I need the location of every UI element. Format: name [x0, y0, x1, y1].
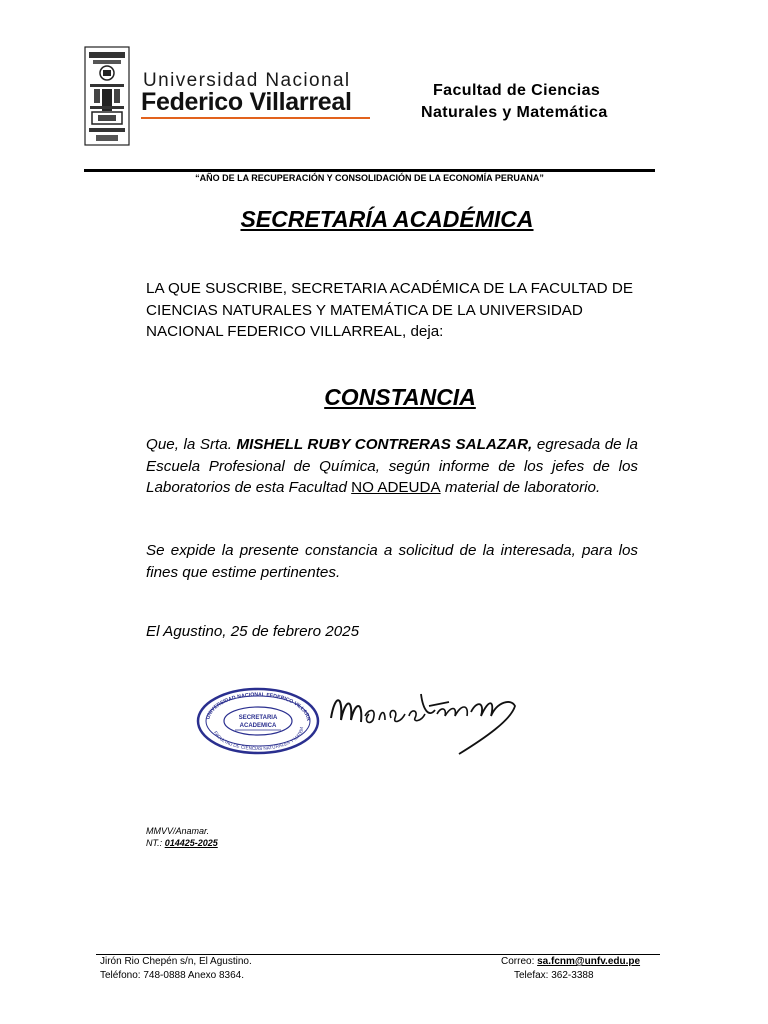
reference-nt-label: NT.: [146, 838, 165, 848]
graduate-name: MISHELL RUBY CONTRERAS SALAZAR, [236, 436, 533, 453]
faculty-name-line1: Facultad de Ciencias [433, 82, 601, 99]
reference-initials: MMVV/Anamar. [146, 826, 210, 836]
body1-tail: material de laboratorio. [440, 479, 601, 496]
body-paragraph-2: Se expide la presente constancia a solicitud de la interesada, para los fines que estime pertinentes. [146, 542, 638, 581]
footer-phone: Teléfono: 748-0888 Anexo 8364. [100, 970, 245, 981]
intro-paragraph: LA QUE SUSCRIBE, SECRETARIA ACADÉMICA DE LA FACULTAD DE CIENCIAS NATURALES Y MATEMÁTICA DE LA UNIVERSIDAD NACIONAL FEDERICO VILLARREAL, deja: [146, 280, 633, 340]
no-debt-emphasis: NO ADEUDA [351, 479, 441, 496]
university-name-underline [141, 117, 370, 119]
footer-email-label: Correo: [501, 956, 538, 967]
year-motto: “AÑO DE LA RECUPERACIÓN Y CONSOLIDACIÓN DE LA ECONOMÍA PERUANA” [195, 173, 544, 183]
footer-email-link[interactable]: sa.fcnm@unfv.edu.pe [537, 956, 641, 967]
handwritten-signature [325, 680, 521, 760]
body1-lead: Que, la Srta. [146, 436, 237, 453]
official-seal-stamp [195, 686, 321, 756]
reference-nt-value: 014425-2025 [164, 838, 218, 848]
body1-middle: egresada de la Escuela Profesional de Química, según informe de los jefes de los Laboratorios de esta Facultad [146, 436, 638, 496]
svg-text:ACADEMICA: ACADEMICA [239, 723, 277, 729]
header-divider [84, 169, 655, 172]
footer-divider [96, 954, 660, 955]
reference-nt [146, 838, 218, 848]
place-date: El Agustino, 25 de febrero 2025 [146, 623, 360, 640]
certificate-title: CONSTANCIA [324, 384, 476, 410]
svg-text:FACULTAD DE CIENCIAS NATURALES: FACULTAD DE CIENCIAS NATURALES Y MATEM [212, 726, 305, 752]
footer-address: Jirón Rio Chepén s/n, El Agustino. [100, 956, 252, 967]
body-paragraph-1 [146, 434, 638, 499]
footer-email [501, 956, 640, 967]
faculty-name-line2: Naturales y Matemática [421, 104, 608, 121]
document-title: SECRETARÍA ACADÉMICA [240, 206, 534, 232]
svg-text:SECRETARIA: SECRETARIA [238, 715, 278, 721]
svg-text:UNIVERSIDAD NACIONAL FEDERICO: UNIVERSIDAD NACIONAL FEDERICO VILLARR [205, 691, 312, 722]
footer-fax: Telefax: 362-3388 [514, 970, 594, 981]
university-name-line2: Federico Villarreal [141, 88, 352, 116]
university-emblem-icon [84, 46, 130, 146]
university-name-line1: Universidad Nacional [143, 70, 351, 91]
